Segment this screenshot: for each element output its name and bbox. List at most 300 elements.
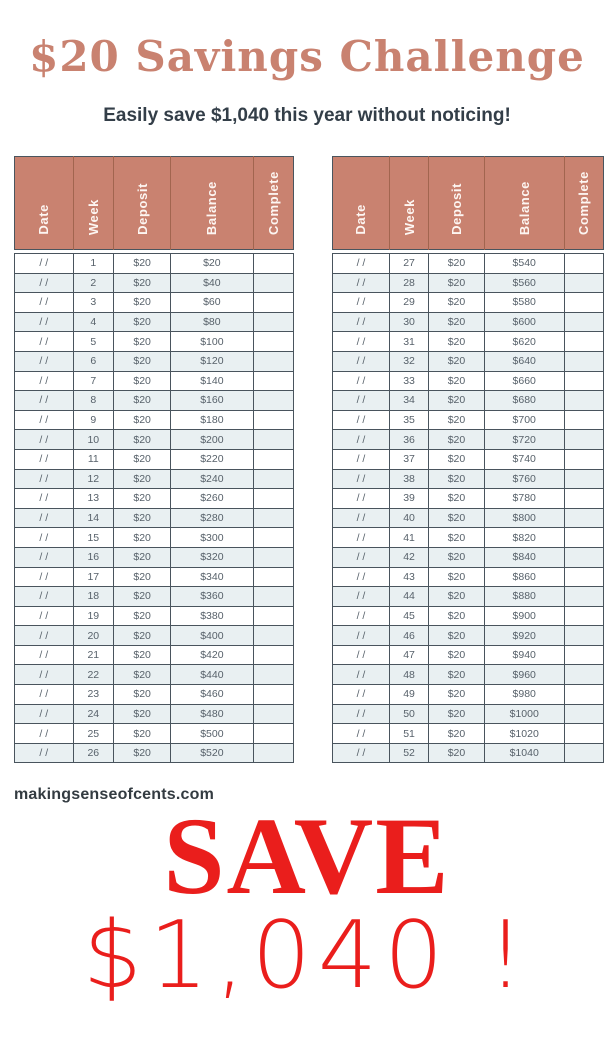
cell-date: / /	[15, 273, 74, 293]
cell-week: 7	[73, 371, 113, 391]
cell-complete	[564, 449, 603, 469]
table-row	[15, 312, 294, 332]
column-header-label: Complete	[265, 170, 281, 235]
cell-deposit: $20	[114, 606, 171, 626]
cell-week: 15	[73, 528, 113, 548]
cell-week: 29	[389, 293, 428, 313]
cell-week: 9	[73, 410, 113, 430]
cell-week: 11	[73, 449, 113, 469]
cell-week: 27	[389, 254, 428, 274]
cell-date: / /	[15, 312, 74, 332]
cell-week: 8	[73, 391, 113, 411]
cell-deposit: $20	[429, 489, 485, 509]
cell-complete	[253, 254, 293, 274]
table-row	[333, 685, 604, 705]
cell-date: / /	[15, 371, 74, 391]
column-header-label: Deposit	[134, 183, 150, 235]
cell-complete	[253, 508, 293, 528]
header-cell-week	[73, 157, 113, 250]
cell-complete	[253, 724, 293, 744]
table-row	[15, 351, 294, 371]
cell-date: / /	[15, 254, 74, 274]
cell-balance: $520	[171, 743, 253, 763]
cell-date: / /	[333, 371, 390, 391]
table-body-left	[14, 253, 294, 763]
table-row	[333, 567, 604, 587]
cell-date: / /	[333, 293, 390, 313]
cell-week: 36	[389, 430, 428, 450]
cell-complete	[564, 704, 603, 724]
header-cell-complete	[564, 157, 603, 250]
cell-date: / /	[15, 508, 74, 528]
table-row	[333, 528, 604, 548]
cell-date: / /	[333, 332, 390, 352]
table-row	[15, 293, 294, 313]
table-row	[15, 410, 294, 430]
cell-deposit: $20	[114, 273, 171, 293]
page-title: $20 Savings Challenge	[29, 32, 585, 81]
cell-complete	[253, 430, 293, 450]
cell-week: 28	[389, 273, 428, 293]
cell-week: 34	[389, 391, 428, 411]
cell-balance: $740	[484, 449, 564, 469]
cell-date: / /	[15, 469, 74, 489]
cell-complete	[564, 724, 603, 744]
cell-week: 43	[389, 567, 428, 587]
cell-complete	[253, 606, 293, 626]
cell-date: / /	[333, 665, 390, 685]
cell-deposit: $20	[114, 626, 171, 646]
cell-complete	[564, 587, 603, 607]
table-row	[333, 724, 604, 744]
cell-date: / /	[15, 606, 74, 626]
cell-balance: $860	[484, 567, 564, 587]
cell-deposit: $20	[114, 508, 171, 528]
cell-deposit: $20	[114, 469, 171, 489]
cell-week: 48	[389, 665, 428, 685]
cell-deposit: $20	[114, 430, 171, 450]
cell-complete	[253, 587, 293, 607]
cell-week: 20	[73, 626, 113, 646]
cell-week: 33	[389, 371, 428, 391]
cell-balance: $760	[484, 469, 564, 489]
table-row	[333, 391, 604, 411]
cell-date: / /	[15, 528, 74, 548]
table-row	[333, 489, 604, 509]
cell-week: 14	[73, 508, 113, 528]
cell-deposit: $20	[429, 351, 485, 371]
header-cell-week	[389, 157, 428, 250]
cell-date: / /	[333, 469, 390, 489]
cell-deposit: $20	[114, 567, 171, 587]
table-body-right	[332, 253, 604, 763]
column-header-label: Balance	[204, 180, 220, 235]
cell-balance: $700	[484, 410, 564, 430]
cell-complete	[253, 547, 293, 567]
cell-deposit: $20	[114, 724, 171, 744]
cell-deposit: $20	[114, 528, 171, 548]
cell-balance: $580	[484, 293, 564, 313]
cell-deposit: $20	[429, 371, 485, 391]
cell-week: 49	[389, 685, 428, 705]
cell-complete	[564, 489, 603, 509]
cell-balance: $420	[171, 645, 253, 665]
banner-amount-text: $1,040 !	[82, 900, 532, 1009]
cell-deposit: $20	[429, 704, 485, 724]
table-row	[333, 351, 604, 371]
cell-date: / /	[15, 587, 74, 607]
cell-balance: $320	[171, 547, 253, 567]
cell-complete	[564, 371, 603, 391]
cell-date: / /	[333, 724, 390, 744]
header-cell-complete	[253, 157, 293, 250]
cell-week: 6	[73, 351, 113, 371]
cell-complete	[564, 665, 603, 685]
cell-balance: $820	[484, 528, 564, 548]
cell-balance: $140	[171, 371, 253, 391]
cell-balance: $200	[171, 430, 253, 450]
cell-balance: $340	[171, 567, 253, 587]
cell-complete	[564, 351, 603, 371]
table-row	[333, 665, 604, 685]
cell-date: / /	[333, 273, 390, 293]
table-row	[15, 332, 294, 352]
cell-date: / /	[15, 430, 74, 450]
cell-complete	[253, 743, 293, 763]
table-row	[333, 449, 604, 469]
cell-balance: $380	[171, 606, 253, 626]
header-cell-deposit	[114, 157, 171, 250]
cell-balance: $720	[484, 430, 564, 450]
cell-date: / /	[15, 665, 74, 685]
cell-deposit: $20	[114, 293, 171, 313]
table-row	[15, 606, 294, 626]
cell-deposit: $20	[114, 410, 171, 430]
table-row	[333, 626, 604, 646]
cell-week: 38	[389, 469, 428, 489]
cell-balance: $240	[171, 469, 253, 489]
cell-date: / /	[15, 332, 74, 352]
cell-balance: $960	[484, 665, 564, 685]
cell-complete	[253, 704, 293, 724]
cell-date: / /	[15, 489, 74, 509]
website-url: makingsenseofcents.com	[14, 786, 215, 804]
cell-balance: $180	[171, 410, 253, 430]
cell-complete	[253, 626, 293, 646]
table-row	[15, 528, 294, 548]
table-row	[333, 293, 604, 313]
cell-balance: $440	[171, 665, 253, 685]
cell-deposit: $20	[429, 469, 485, 489]
cell-balance: $60	[171, 293, 253, 313]
table-row	[15, 547, 294, 567]
page-subtitle: Easily save $1,040 this year without noticing!	[103, 105, 511, 126]
cell-date: / /	[15, 391, 74, 411]
cell-balance: $660	[484, 371, 564, 391]
table-row	[15, 685, 294, 705]
cell-complete	[564, 391, 603, 411]
cell-week: 4	[73, 312, 113, 332]
cell-complete	[253, 371, 293, 391]
table-row	[15, 254, 294, 274]
cell-week: 30	[389, 312, 428, 332]
cell-deposit: $20	[114, 665, 171, 685]
cell-complete	[253, 685, 293, 705]
table-row	[333, 410, 604, 430]
table-header-right	[332, 156, 604, 250]
cell-complete	[564, 273, 603, 293]
cell-date: / /	[333, 254, 390, 274]
cell-balance: $500	[171, 724, 253, 744]
table-row	[15, 449, 294, 469]
cell-balance: $560	[484, 273, 564, 293]
cell-week: 40	[389, 508, 428, 528]
table-row	[333, 371, 604, 391]
cell-date: / /	[333, 351, 390, 371]
cell-week: 39	[389, 489, 428, 509]
cell-balance: $780	[484, 489, 564, 509]
banner-save-text: SAVE	[163, 795, 451, 918]
cell-balance: $940	[484, 645, 564, 665]
cell-deposit: $20	[114, 332, 171, 352]
header-row	[15, 157, 294, 250]
cell-complete	[564, 469, 603, 489]
cell-complete	[564, 312, 603, 332]
cell-deposit: $20	[429, 547, 485, 567]
header-cell-balance	[171, 157, 253, 250]
cell-date: / /	[333, 606, 390, 626]
cell-balance: $300	[171, 528, 253, 548]
table-row	[15, 273, 294, 293]
table-row	[333, 312, 604, 332]
cell-complete	[253, 528, 293, 548]
cell-balance: $600	[484, 312, 564, 332]
cell-deposit: $20	[429, 743, 485, 763]
cell-week: 42	[389, 547, 428, 567]
column-header-label: Balance	[516, 180, 532, 235]
cell-balance: $280	[171, 508, 253, 528]
cell-date: / /	[15, 567, 74, 587]
cell-week: 13	[73, 489, 113, 509]
cell-week: 52	[389, 743, 428, 763]
table-row	[333, 743, 604, 763]
cell-balance: $1020	[484, 724, 564, 744]
table-row	[333, 273, 604, 293]
cell-balance: $360	[171, 587, 253, 607]
table-row	[15, 665, 294, 685]
cell-date: / /	[333, 547, 390, 567]
cell-balance: $460	[171, 685, 253, 705]
cell-complete	[253, 645, 293, 665]
cell-deposit: $20	[114, 645, 171, 665]
cell-deposit: $20	[114, 254, 171, 274]
cell-deposit: $20	[114, 449, 171, 469]
cell-week: 17	[73, 567, 113, 587]
table-row	[15, 371, 294, 391]
cell-week: 1	[73, 254, 113, 274]
table-row	[333, 430, 604, 450]
table-row	[333, 469, 604, 489]
cell-date: / /	[15, 449, 74, 469]
cell-date: / /	[333, 449, 390, 469]
cell-complete	[253, 351, 293, 371]
cell-deposit: $20	[429, 587, 485, 607]
cell-deposit: $20	[429, 254, 485, 274]
cell-date: / /	[333, 508, 390, 528]
cell-balance: $120	[171, 351, 253, 371]
table-row	[333, 704, 604, 724]
cell-date: / /	[15, 685, 74, 705]
cell-complete	[564, 430, 603, 450]
cell-balance: $800	[484, 508, 564, 528]
cell-balance: $840	[484, 547, 564, 567]
cell-balance: $480	[171, 704, 253, 724]
table-row	[15, 587, 294, 607]
cell-balance: $880	[484, 587, 564, 607]
table-row	[15, 704, 294, 724]
table-row	[333, 587, 604, 607]
cell-balance: $680	[484, 391, 564, 411]
cell-week: 32	[389, 351, 428, 371]
cell-balance: $1000	[484, 704, 564, 724]
cell-date: / /	[333, 626, 390, 646]
cell-complete	[564, 645, 603, 665]
cell-week: 25	[73, 724, 113, 744]
cell-complete	[564, 685, 603, 705]
column-header-label: Week	[401, 198, 417, 235]
table-row	[333, 645, 604, 665]
cell-complete	[253, 665, 293, 685]
cell-deposit: $20	[429, 332, 485, 352]
savings-table-left	[14, 156, 294, 763]
table-row	[15, 626, 294, 646]
column-header-label: Week	[85, 198, 101, 235]
table-row	[333, 547, 604, 567]
cell-week: 16	[73, 547, 113, 567]
cell-complete	[564, 528, 603, 548]
table-row	[15, 469, 294, 489]
header-cell-deposit	[429, 157, 485, 250]
cell-deposit: $20	[429, 391, 485, 411]
cell-complete	[253, 312, 293, 332]
cell-week: 23	[73, 685, 113, 705]
cell-date: / /	[333, 685, 390, 705]
cell-balance: $640	[484, 351, 564, 371]
table-row	[333, 606, 604, 626]
cell-week: 19	[73, 606, 113, 626]
table-row	[333, 332, 604, 352]
cell-deposit: $20	[429, 665, 485, 685]
cell-date: / /	[15, 626, 74, 646]
cell-deposit: $20	[429, 528, 485, 548]
cell-date: / /	[15, 743, 74, 763]
cell-week: 31	[389, 332, 428, 352]
cell-balance: $80	[171, 312, 253, 332]
savings-table-right	[332, 156, 604, 763]
cell-deposit: $20	[429, 626, 485, 646]
cell-date: / /	[333, 312, 390, 332]
table-row	[15, 508, 294, 528]
cell-complete	[253, 410, 293, 430]
cell-complete	[564, 626, 603, 646]
cell-balance: $1040	[484, 743, 564, 763]
column-header-label: Date	[353, 204, 369, 235]
cell-complete	[253, 469, 293, 489]
cell-date: / /	[333, 645, 390, 665]
cell-date: / /	[15, 645, 74, 665]
cell-deposit: $20	[429, 449, 485, 469]
cell-complete	[253, 391, 293, 411]
cell-week: 45	[389, 606, 428, 626]
cell-complete	[564, 547, 603, 567]
cell-date: / /	[333, 430, 390, 450]
cell-deposit: $20	[114, 312, 171, 332]
cell-date: / /	[15, 410, 74, 430]
cell-deposit: $20	[429, 312, 485, 332]
cell-week: 44	[389, 587, 428, 607]
cell-date: / /	[333, 489, 390, 509]
cell-deposit: $20	[429, 685, 485, 705]
tables-section	[0, 156, 614, 763]
cell-date: / /	[333, 587, 390, 607]
cell-balance: $620	[484, 332, 564, 352]
cell-complete	[253, 567, 293, 587]
cell-week: 35	[389, 410, 428, 430]
column-header-label: Deposit	[448, 183, 464, 235]
cell-deposit: $20	[429, 606, 485, 626]
cell-deposit: $20	[114, 743, 171, 763]
table-row	[333, 508, 604, 528]
cell-week: 3	[73, 293, 113, 313]
cell-week: 21	[73, 645, 113, 665]
cell-balance: $260	[171, 489, 253, 509]
cell-balance: $40	[171, 273, 253, 293]
cell-deposit: $20	[114, 685, 171, 705]
cell-balance: $980	[484, 685, 564, 705]
column-header-label: Date	[36, 204, 52, 235]
cell-deposit: $20	[114, 351, 171, 371]
cell-balance: $400	[171, 626, 253, 646]
cell-complete	[253, 332, 293, 352]
cell-deposit: $20	[114, 371, 171, 391]
cell-date: / /	[333, 391, 390, 411]
cell-week: 46	[389, 626, 428, 646]
cell-deposit: $20	[429, 724, 485, 744]
table-row	[15, 743, 294, 763]
cell-deposit: $20	[429, 645, 485, 665]
cell-deposit: $20	[114, 587, 171, 607]
cell-complete	[564, 606, 603, 626]
cell-deposit: $20	[429, 293, 485, 313]
cell-complete	[253, 273, 293, 293]
cell-date: / /	[333, 704, 390, 724]
cell-complete	[253, 449, 293, 469]
cell-week: 2	[73, 273, 113, 293]
cell-balance: $900	[484, 606, 564, 626]
header-row	[333, 157, 604, 250]
cell-week: 10	[73, 430, 113, 450]
cell-deposit: $20	[429, 567, 485, 587]
cell-date: / /	[15, 704, 74, 724]
table-row	[15, 724, 294, 744]
cell-date: / /	[15, 724, 74, 744]
cell-week: 41	[389, 528, 428, 548]
cell-week: 37	[389, 449, 428, 469]
cell-week: 51	[389, 724, 428, 744]
cell-date: / /	[15, 351, 74, 371]
table-row	[15, 567, 294, 587]
cell-week: 26	[73, 743, 113, 763]
